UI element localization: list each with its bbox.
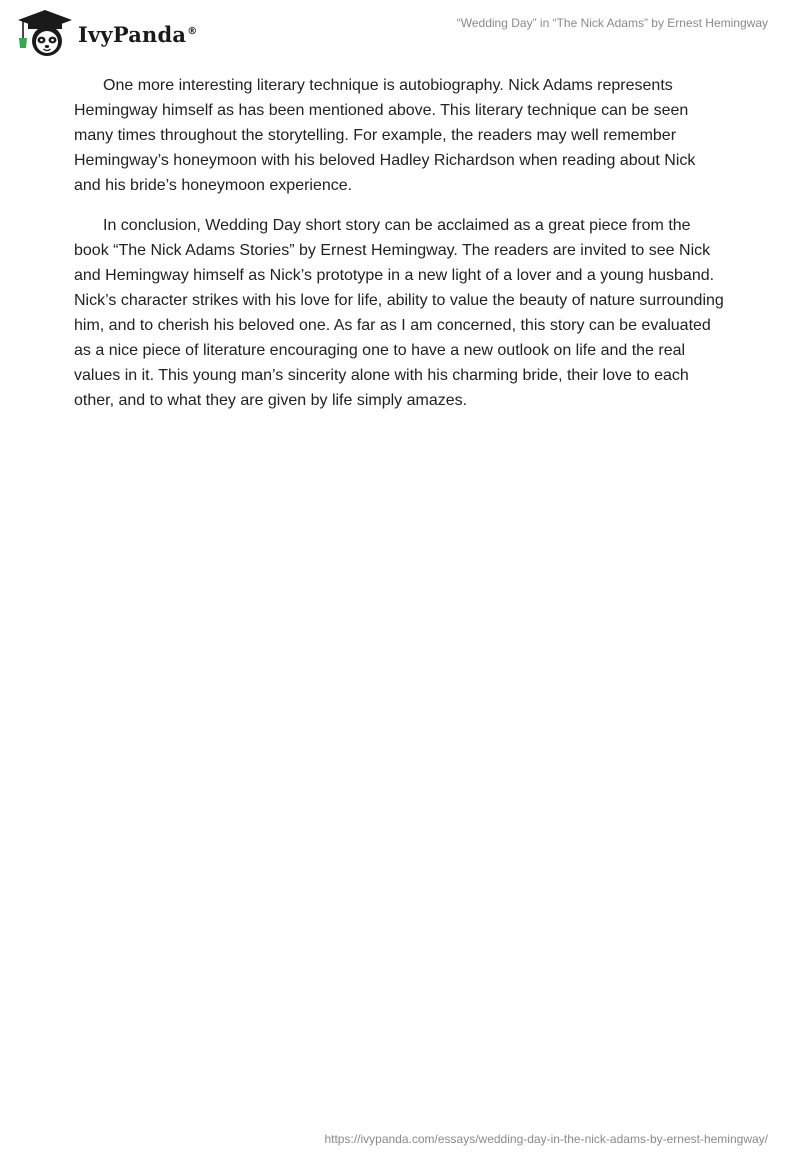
paragraph-autobiography: One more interesting literary technique is autobiography. Nick Adams represents Hemingway himself as has been mentioned above. This literary technique can be seen many times throughout the storytelling. For example, the readers may well remember Hemingway’s honeymoon with his beloved Hadley Richardson when reading about Nick and his bride’s honeymoon experience. <box>74 77 696 194</box>
essay-body <box>74 73 726 428</box>
brand-name <box>78 22 197 47</box>
brand-label: IvyPanda <box>78 21 187 47</box>
paragraph-conclusion: In conclusion, Wedding Day short story can be acclaimed as a great piece from the book “The Nick Adams Stories” by Ernest Hemingway. The readers are invited to see Nick and Hemingway himself as Nick’s prototype in a new light of a lover and a young husband. Nick’s character strikes with his love for life, ability to value the beauty of nature surrounding him, and to cherish his beloved one. As far as I am concerned, this story can be evaluated as a nice piece of literature encouraging one to have a new outlook on life and the real values in it. This young man’s sincerity alone with his charming bride, their love to each other, and to what they are given by life simply amazes. <box>74 217 724 409</box>
page-header <box>0 0 800 70</box>
source-url[interactable]: https://ivypanda.com/essays/wedding-day-in-the-nick-adams-by-ernest-hemingway/ <box>324 1132 768 1146</box>
document-title: “Wedding Day” in “The Nick Adams” by Ernest Hemingway <box>456 16 768 30</box>
registered-mark: ® <box>187 25 198 37</box>
panda-graduate-icon <box>14 8 76 58</box>
ivypanda-logo[interactable] <box>14 8 197 58</box>
